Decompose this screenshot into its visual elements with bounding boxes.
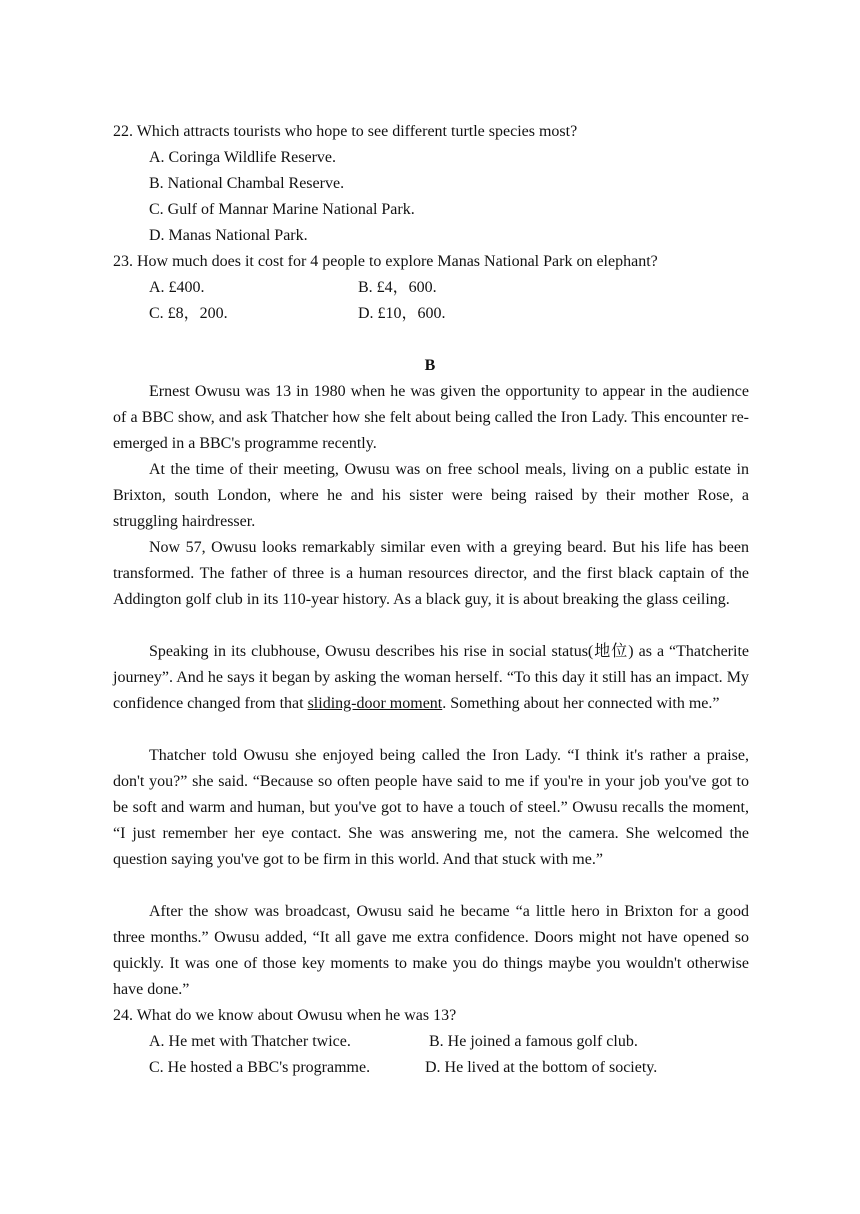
question-23-option-b: B. £4，600.	[358, 279, 437, 296]
question-24-option-c: C. He hosted a BBC's programme.	[149, 1059, 371, 1076]
question-23-option-a: A. £400.	[149, 279, 205, 296]
question-22-option-a: A. Coringa Wildlife Reserve.	[149, 149, 337, 166]
underlined-phrase: sliding-door moment	[307, 695, 443, 712]
passage-paragraph-6: After the show was broadcast, Owusu said he became “a little hero in Brixton for a good three months.” Owusu added, “It all gave me extra confidence. Doors might not have opened so quickly. It was one of those key moments to make you do things maybe you wouldn't otherwise have done.”	[113, 903, 749, 998]
question-24-option-b: B. He joined a famous golf club.	[429, 1033, 638, 1050]
question-24-option-d: D. He lived at the bottom of society.	[425, 1059, 658, 1076]
paragraph-4-text-before: Speaking in its clubhouse, Owusu describes his rise in social status(地位) as a “Thatcherite journey”. And he says it began by asking the woman herself. “To this day it still has an impact. My confidence changed from that	[113, 643, 749, 712]
question-24-option-a: A. He met with Thatcher twice.	[149, 1033, 351, 1050]
question-22-option-c: C. Gulf of Mannar Marine National Park.	[149, 201, 415, 218]
passage-paragraph-2: At the time of their meeting, Owusu was on free school meals, living on a public estate in Brixton, south London, where he and his sister were being raised by their mother Rose, a struggling hairdresser.	[113, 461, 749, 530]
question-22-option-b: B. National Chambal Reserve.	[149, 175, 345, 192]
question-23-stem: 23. How much does it cost for 4 people to explore Manas National Park on elephant?	[113, 253, 658, 270]
section-heading-b: B	[424, 357, 436, 374]
question-24-stem: 24. What do we know about Owusu when he was 13?	[113, 1007, 457, 1024]
question-23-option-d: D. £10，600.	[358, 305, 446, 322]
question-22-stem: 22. Which attracts tourists who hope to see different turtle species most?	[113, 123, 578, 140]
passage-paragraph-4	[113, 639, 749, 717]
passage-paragraph-1: Ernest Owusu was 13 in 1980 when he was given the opportunity to appear in the audience of a BBC show, and ask Thatcher how she felt about being called the Iron Lady. This encounter re-emerged in a BBC's programme recently.	[113, 383, 749, 452]
paragraph-4-text-after: . Something about her connected with me.”	[442, 695, 720, 712]
question-22-option-d: D. Manas National Park.	[149, 227, 308, 244]
question-23-option-c: C. £8，200.	[149, 305, 228, 322]
passage-paragraph-5: Thatcher told Owusu she enjoyed being called the Iron Lady. “I think it's rather a praise, don't you?” she said. “Because so often people have said to me if you're in your job you've got to be soft and warm and human, but you've got to have a touch of steel.” Owusu recalls the moment, “I just remember her eye contact. She was answering me, not the camera. She welcomed the question saying you've got to be firm in this world. And that stuck with me.”	[113, 747, 749, 868]
passage-paragraph-3: Now 57, Owusu looks remarkably similar even with a greying beard. But his life has been transformed. The father of three is a human resources director, and the first black captain of the Addington golf club in its 110-year history. As a black guy, it is about breaking the glass ceiling.	[113, 539, 749, 608]
